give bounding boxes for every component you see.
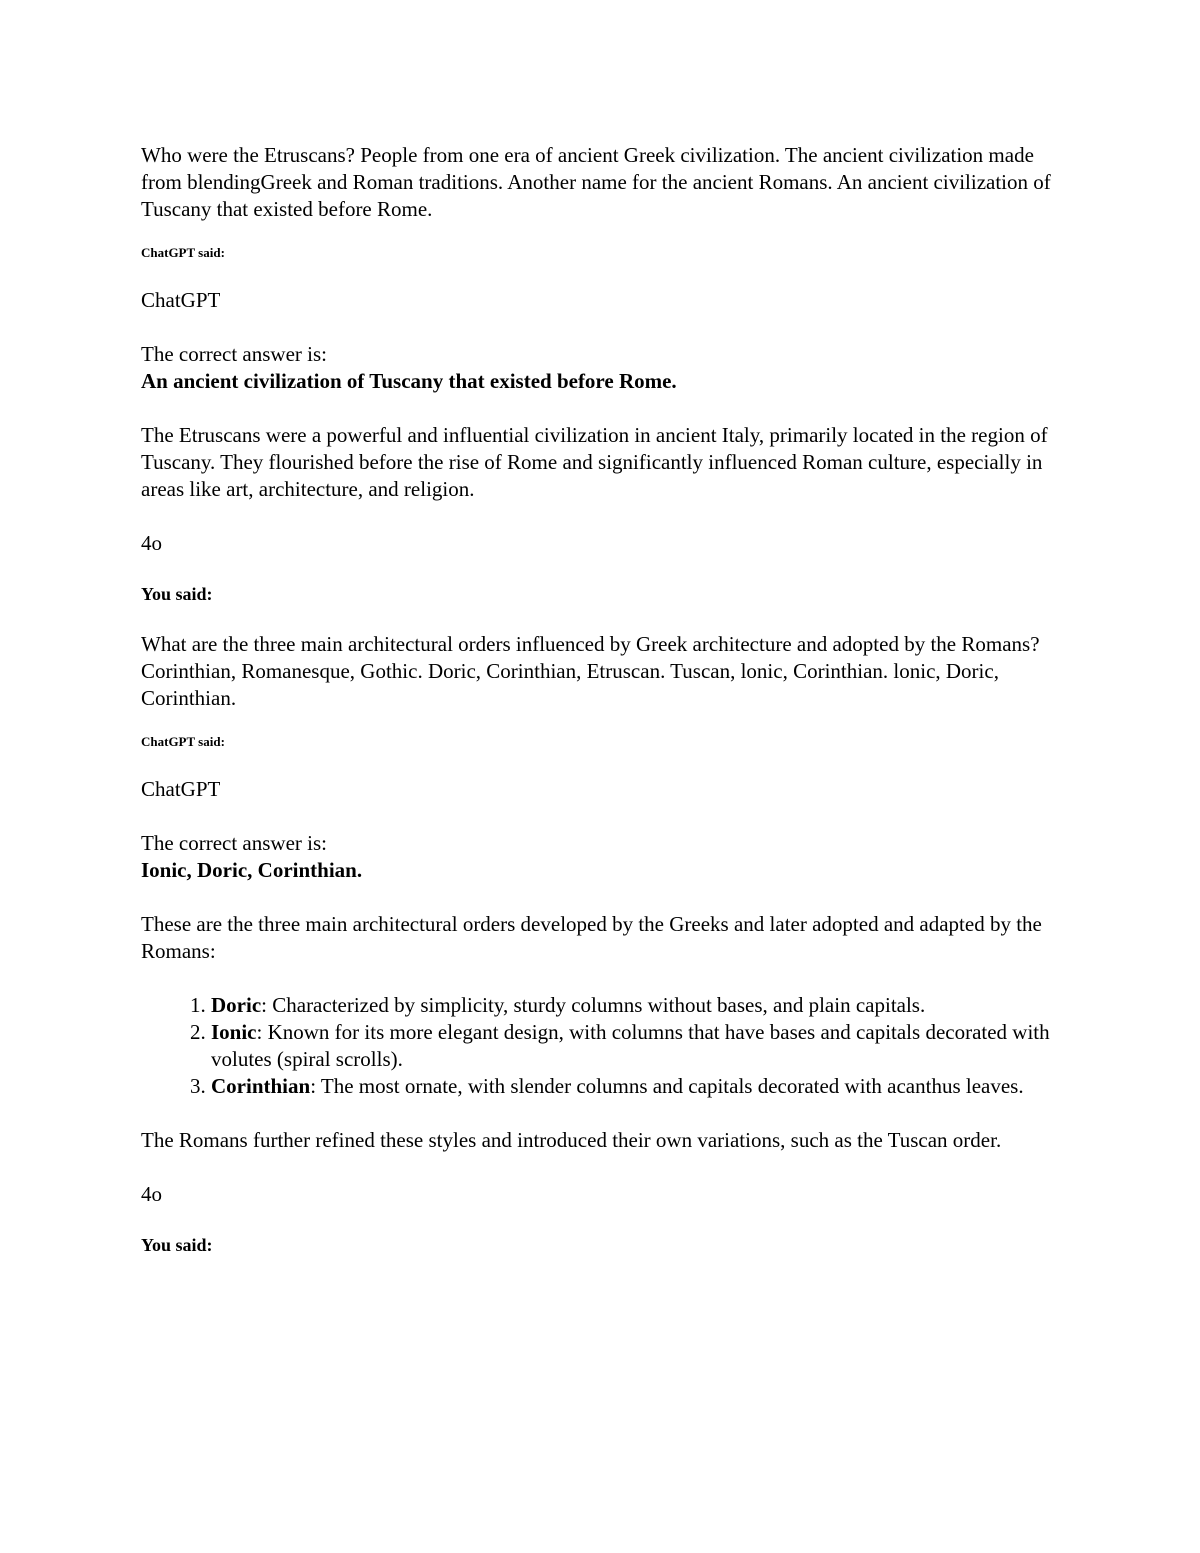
order-desc: : Known for its more elegant design, with columns that have bases and capitals decorated with volutes (spiral scrolls).	[211, 1020, 1050, 1071]
order-name: Doric	[211, 993, 262, 1017]
correct-answer-intro-2: The correct answer is:	[141, 831, 327, 855]
user-question-2: What are the three main architectural orders influenced by Greek architecture and adopted by the Romans? Corinthian, Romanesque, Gothic. Doric, Corinthian, Etruscan. Tuscan, lonic, Corinthian. lonic, Doric, Corinthian.	[141, 632, 1040, 710]
list-item	[211, 992, 1066, 1019]
model-tag-1: 4o	[141, 531, 162, 555]
you-said-label-1: You said:	[141, 584, 213, 604]
document-page	[141, 142, 1066, 1282]
correct-answer-1: An ancient civilization of Tuscany that existed before Rome.	[141, 369, 677, 393]
assistant-name-2: ChatGPT	[141, 777, 221, 801]
list-item	[211, 1019, 1066, 1073]
answer-block-1	[141, 341, 1066, 395]
assistant-name-1: ChatGPT	[141, 288, 221, 312]
chatgpt-said-label-2: ChatGPT said:	[141, 734, 225, 749]
chatgpt-said-label-1: ChatGPT said:	[141, 245, 225, 260]
order-name: Ionic	[211, 1020, 257, 1044]
you-said-label-2: You said:	[141, 1235, 213, 1255]
explanation-2-intro: These are the three main architectural orders developed by the Greeks and later adopted and adapted by the Romans:	[141, 912, 1042, 963]
list-item	[211, 1073, 1066, 1100]
order-desc: : Characterized by simplicity, sturdy columns without bases, and plain capitals.	[261, 993, 926, 1017]
orders-list	[141, 992, 1066, 1100]
order-desc: : The most ornate, with slender columns and capitals decorated with acanthus leaves.	[310, 1074, 1024, 1098]
correct-answer-intro-1: The correct answer is:	[141, 342, 327, 366]
explanation-1: The Etruscans were a powerful and influential civilization in ancient Italy, primarily located in the region of Tuscany. They flourished before the rise of Rome and significantly influenced Roman culture, especially in areas like art, architecture, and religion.	[141, 423, 1048, 501]
user-question-1: Who were the Etruscans? People from one era of ancient Greek civilization. The ancient civilization made from blendingGreek and Roman traditions. Another name for the ancient Romans. An ancient civilization of Tuscany that existed before Rome.	[141, 143, 1051, 221]
model-tag-2: 4o	[141, 1182, 162, 1206]
correct-answer-2: Ionic, Doric, Corinthian.	[141, 858, 363, 882]
explanation-2-outro: The Romans further refined these styles and introduced their own variations, such as the Tuscan order.	[141, 1128, 1002, 1152]
order-name: Corinthian	[211, 1074, 311, 1098]
answer-block-2	[141, 830, 1066, 884]
